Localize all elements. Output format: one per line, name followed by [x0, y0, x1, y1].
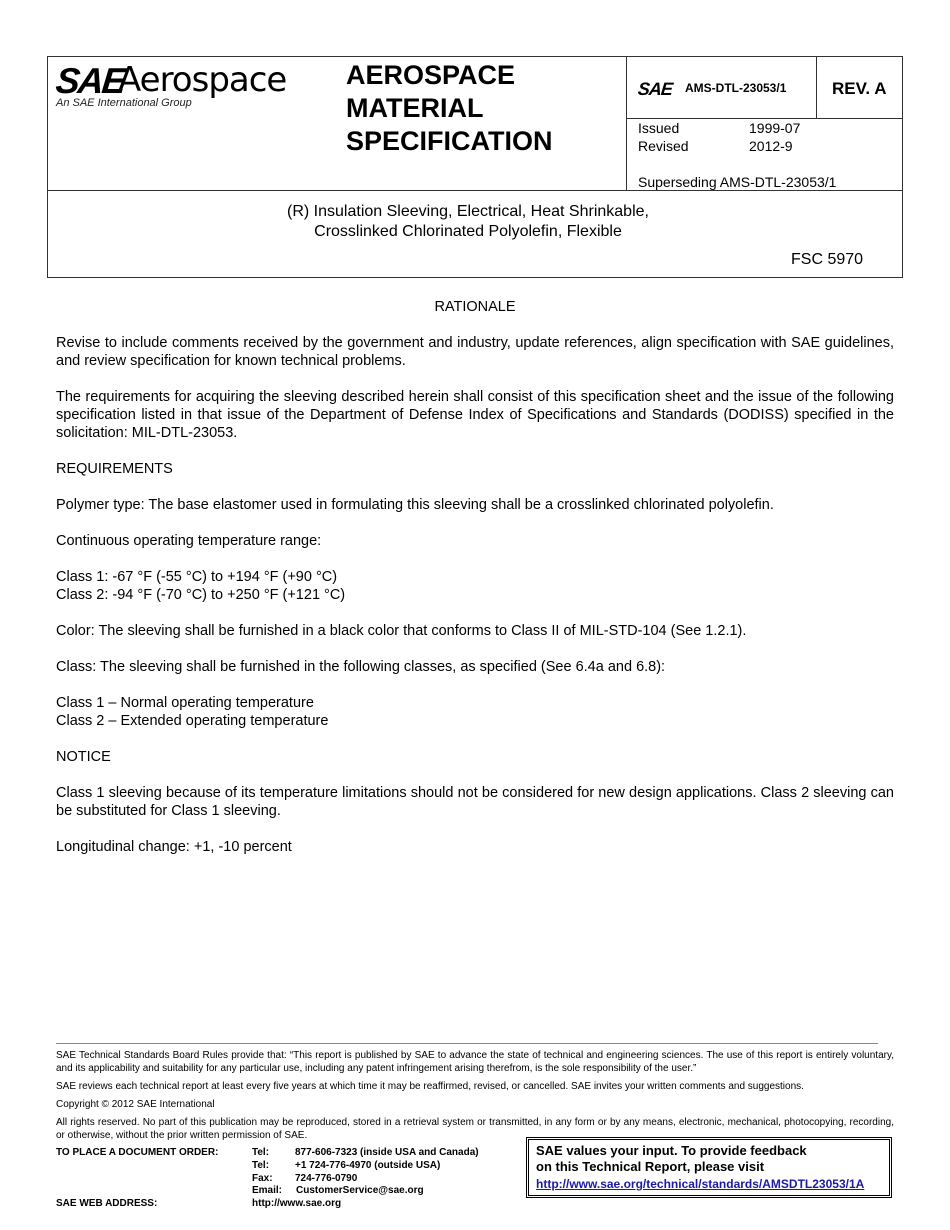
rationale-text: Revise to include comments received by the government and industry, update references, align specification with SAE guidelines, and review specification for known technical problems.: [56, 335, 894, 369]
notice-text: Class 1 sleeving because of its temperature limitations should not be considered for new design applications. Class 2 sleeving can be substituted for Class 1 sleeving.: [56, 785, 894, 819]
fax-label: Fax:: [252, 1173, 273, 1184]
feedback-text-line: on this Technical Report, please visit: [536, 1159, 765, 1174]
tel-international: +1 724-776-4970 (outside USA): [295, 1160, 441, 1171]
tel-label: Tel:: [252, 1147, 270, 1158]
document-number: AMS-DTL-23053/1: [685, 81, 787, 95]
sae-mini-logo: SAE: [637, 79, 674, 99]
requirements-intro: The requirements for acquiring the sleeving described herein shall consist of this specification sheet and the issue of the following specification listed in that issue of the Department of Defense Index of Specifications and Standards (DODISS) specified in the solicitation: MIL-DTL-23053.: [56, 389, 894, 441]
class1-temperature: Class 1: -67 °F (-55 °C) to +194 °F (+90 °C): [56, 569, 338, 585]
class-requirement: Class: The sleeving shall be furnished in the following classes, as specified (See 6.4a and 6.8):: [56, 659, 666, 675]
longitudinal-change: Longitudinal change: +1, -10 percent: [56, 839, 292, 855]
tel-label: Tel:: [252, 1160, 270, 1171]
polymer-type: Polymer type: The base elastomer used in formulating this sleeving shall be a crosslinked chlorinated polyolefin.: [56, 497, 774, 513]
requirements-heading: REQUIREMENTS: [56, 461, 173, 477]
spec-title-line: SPECIFICATION: [346, 126, 553, 156]
issued-date: 1999-07: [749, 120, 801, 136]
email-label: Email:: [252, 1185, 283, 1196]
issued-label: Issued: [638, 120, 680, 136]
subject-line: Crosslinked Chlorinated Polyolefin, Flexible: [314, 223, 622, 240]
review-statement: SAE reviews each technical report at least every five years at which time it may be reaffirmed, revised, or cancelled. SAE invites your written comments and suggestions.: [56, 1081, 804, 1092]
doc-number-rule: [626, 118, 903, 119]
class2-temperature: Class 2: -94 °F (-70 °C) to +250 °F (+121 °C): [56, 587, 346, 603]
document-subject: [48, 202, 888, 242]
rules-statement: SAE Technical Standards Board Rules provide that: “This report is published by SAE to advance the state of technical and engineering sciences. The use of this report is entirely voluntary, and its applicability and suitability for any particular use, including any patent infringement arising therefrom, is the sole responsibility of the user.”: [56, 1050, 894, 1074]
fsc-code: FSC 5970: [791, 251, 864, 268]
spec-title-line: MATERIAL: [346, 93, 484, 123]
email-address[interactable]: CustomerService@sae.org: [296, 1185, 424, 1196]
revised-date: 2012-9: [749, 138, 793, 154]
header-bottom-rule: [48, 190, 903, 191]
header-divider: [626, 57, 627, 191]
copyright: Copyright © 2012 SAE International: [56, 1099, 215, 1110]
fax-number: 724-776-0790: [295, 1173, 358, 1184]
web-label: SAE WEB ADDRESS:: [56, 1198, 158, 1209]
feedback-text-line: SAE values your input. To provide feedback: [536, 1143, 807, 1158]
aerospace-logo-text: Aerospace: [118, 60, 287, 100]
spec-title-line: AEROSPACE: [346, 60, 516, 90]
spec-title: [346, 59, 553, 158]
class-descriptions: [56, 694, 894, 730]
superseding-note: Superseding AMS-DTL-23053/1: [638, 174, 837, 190]
rationale-heading: RATIONALE: [434, 299, 516, 315]
logo-subtitle: An SAE International Group: [56, 97, 192, 109]
temp-range-label: Continuous operating temperature range:: [56, 533, 322, 549]
tel-domestic: 877-606-7323 (inside USA and Canada): [295, 1147, 479, 1158]
sae-logo: SAE: [53, 60, 127, 101]
feedback-box: [526, 1137, 892, 1198]
header-box: [47, 56, 903, 278]
order-label: TO PLACE A DOCUMENT ORDER:: [56, 1147, 219, 1158]
class1-description: Class 1 – Normal operating temperature: [56, 695, 314, 711]
revised-label: Revised: [638, 138, 689, 154]
temperature-classes: [56, 568, 894, 604]
subject-line: (R) Insulation Sleeving, Electrical, Heat Shrinkable,: [287, 203, 649, 220]
rights-statement: All rights reserved. No part of this publication may be reproduced, stored in a retrieval system or transmitted, in any form or by any means, electronic, mechanical, photocopying, recording, or otherwise, without the prior written permission of SAE.: [56, 1117, 894, 1141]
rev-divider: [816, 57, 817, 119]
footer-rule: [56, 1043, 878, 1044]
web-address[interactable]: http://www.sae.org: [252, 1198, 342, 1209]
class2-description: Class 2 – Extended operating temperature: [56, 713, 329, 729]
feedback-link[interactable]: http://www.sae.org/technical/standards/AMSDTL23053/1A: [536, 1177, 865, 1191]
notice-heading: NOTICE: [56, 749, 111, 765]
revision-label: REV. A: [832, 79, 887, 98]
color-requirement: Color: The sleeving shall be furnished in a black color that conforms to Class II of MIL-STD-104 (See 1.2.1).: [56, 623, 747, 639]
